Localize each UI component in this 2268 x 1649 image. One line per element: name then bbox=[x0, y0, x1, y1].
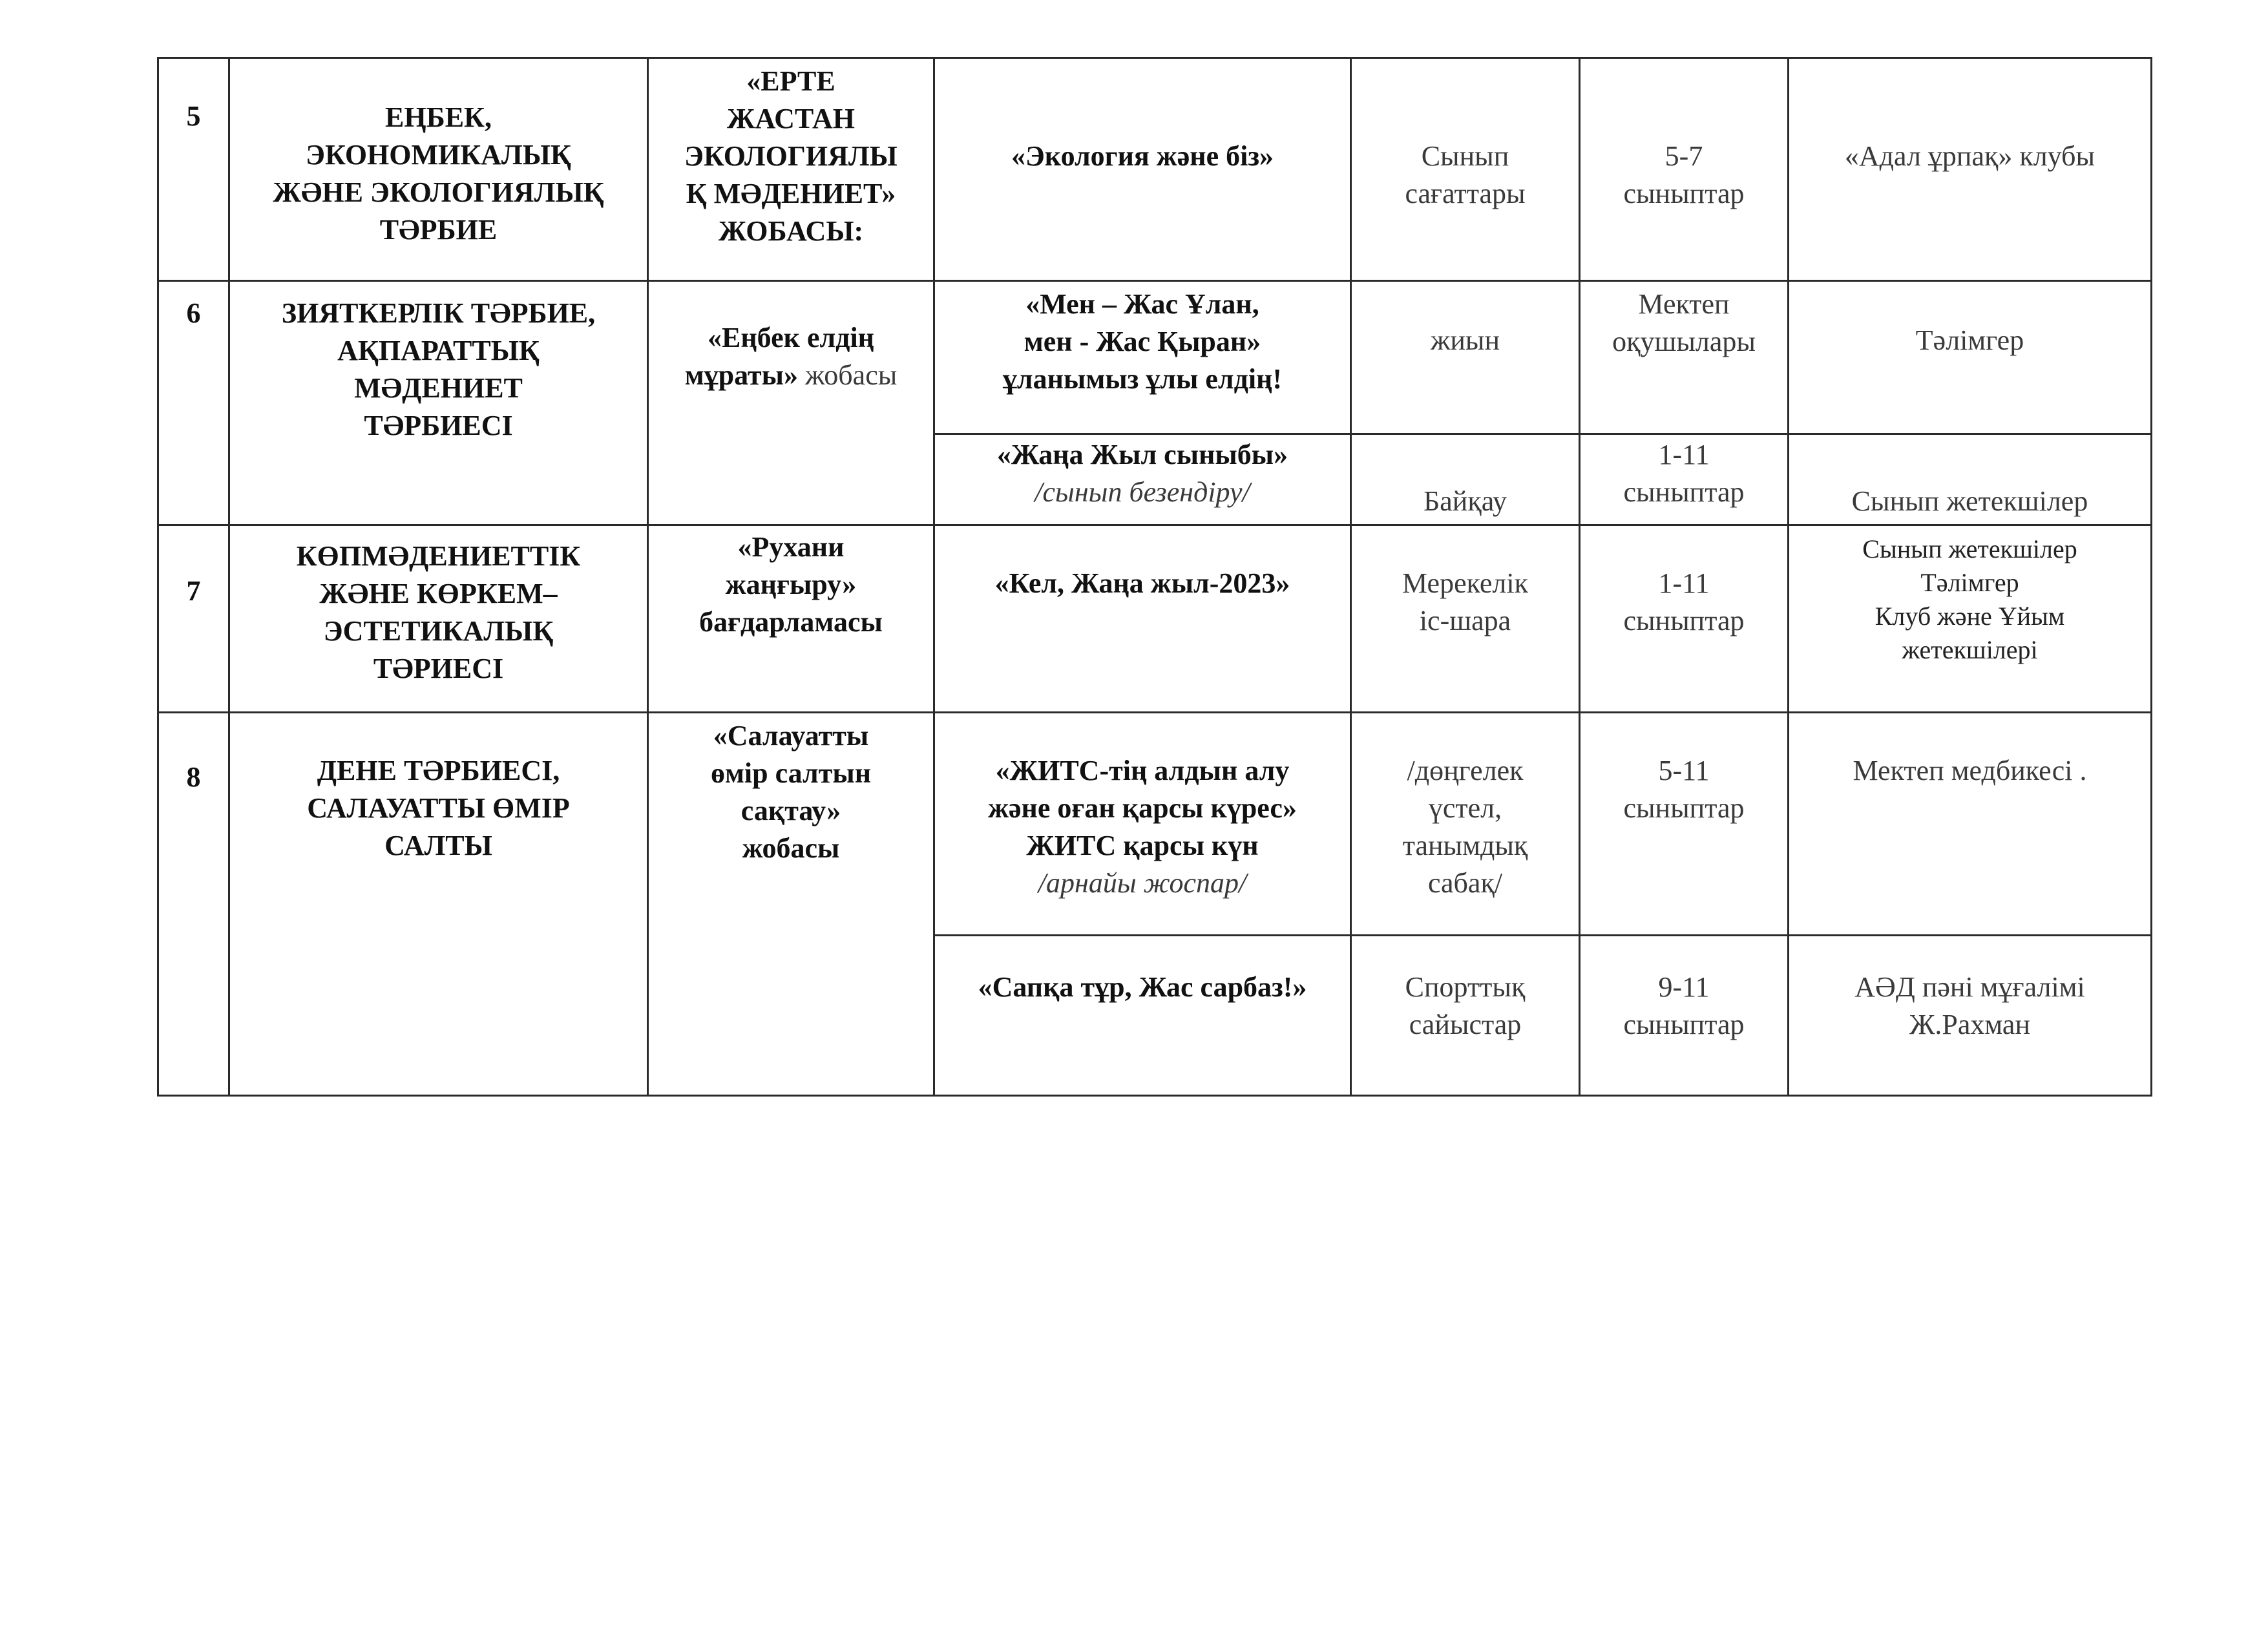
event-responsible-cell: Тәлімгер bbox=[1789, 281, 2152, 434]
event-title-cell: «Кел, Жаңа жыл-2023» bbox=[934, 525, 1351, 713]
events-plan-table bbox=[157, 57, 2152, 1097]
project-cell: «Салауатты өмір салтын сақтау» жобасы bbox=[648, 713, 934, 1096]
event-audience-cell: 1-11 сыныптар bbox=[1580, 434, 1789, 525]
direction-cell: ЗИЯТКЕРЛІК ТӘРБИЕ, АҚПАРАТТЫҚ МӘДЕНИЕТ ТӘРБИЕСІ bbox=[229, 281, 648, 525]
event-title-cell: «Мен – Жас Ұлан, мен - Жас Қыран» ұланымыз ұлы елдің! bbox=[934, 281, 1351, 434]
event-form-cell: /дөңгелек үстел, танымдық сабақ/ bbox=[1351, 713, 1580, 936]
event-form-cell: Байқау bbox=[1351, 434, 1580, 525]
table-row bbox=[158, 58, 2152, 281]
direction-cell: ДЕНЕ ТӘРБИЕСІ, САЛАУАТТЫ ӨМІР САЛТЫ bbox=[229, 713, 648, 1096]
project-cell: «Еңбек елдің мұраты» жобасы bbox=[648, 281, 934, 525]
row-number: 5 bbox=[158, 58, 229, 281]
event-responsible-cell: Сынып жетекшілер bbox=[1789, 434, 2152, 525]
direction-cell: ЕҢБЕК, ЭКОНОМИКАЛЫҚ ЖӘНЕ ЭКОЛОГИЯЛЫҚ ТӘРБИЕ bbox=[229, 58, 648, 281]
event-form-cell: Сынып сағаттары bbox=[1351, 58, 1580, 281]
table-row bbox=[158, 525, 2152, 713]
event-responsible-cell: Мектеп медбикесі . bbox=[1789, 713, 2152, 936]
event-title-cell: «ЖИТС-тің алдын алу және оған қарсы күрес» ЖИТС қарсы күн /арнайы жоспар/ bbox=[934, 713, 1351, 936]
event-audience-cell: 9-11 сыныптар bbox=[1580, 936, 1789, 1096]
event-note: /сынып безендіру/ bbox=[1034, 476, 1250, 508]
event-responsible-cell: «Адал ұрпақ» клубы bbox=[1789, 58, 2152, 281]
event-audience-cell: 5-7 сыныптар bbox=[1580, 58, 1789, 281]
row-number: 6 bbox=[158, 281, 229, 525]
event-responsible-cell: АӘД пәні мұғалімі Ж.Рахман bbox=[1789, 936, 2152, 1096]
table-row bbox=[158, 713, 2152, 936]
table-row bbox=[158, 281, 2152, 434]
event-form-cell: Спорттық сайыстар bbox=[1351, 936, 1580, 1096]
event-audience-cell: 1-11 сыныптар bbox=[1580, 525, 1789, 713]
event-form-cell: жиын bbox=[1351, 281, 1580, 434]
row-number: 7 bbox=[158, 525, 229, 713]
event-audience-cell: Мектеп оқушылары bbox=[1580, 281, 1789, 434]
event-audience-cell: 5-11 сыныптар bbox=[1580, 713, 1789, 936]
project-cell: «Рухани жаңғыру» бағдарламасы bbox=[648, 525, 934, 713]
project-cell: «ЕРТЕ ЖАСТАН ЭКОЛОГИЯЛЫ Қ МӘДЕНИЕТ» ЖОБАСЫ: bbox=[648, 58, 934, 281]
event-responsible-cell: Сынып жетекшілер Тәлімгер Клуб және Ұйым жетекшілері bbox=[1789, 525, 2152, 713]
direction-cell: КӨПМӘДЕНИЕТТІК ЖӘНЕ КӨРКЕМ– ЭСТЕТИКАЛЫҚ ТӘРИЕСІ bbox=[229, 525, 648, 713]
event-title-cell: «Сапқа тұр, Жас сарбаз!» bbox=[934, 936, 1351, 1096]
project-suffix: жобасы bbox=[804, 359, 898, 391]
event-title-cell: «Жаңа Жыл сыныбы» /сынып безендіру/ bbox=[934, 434, 1351, 525]
row-number: 8 bbox=[158, 713, 229, 1096]
event-form-cell: Мерекелік іс-шара bbox=[1351, 525, 1580, 713]
event-title-cell: «Экология және біз» bbox=[934, 58, 1351, 281]
event-note: /арнайы жоспар/ bbox=[1038, 867, 1247, 899]
